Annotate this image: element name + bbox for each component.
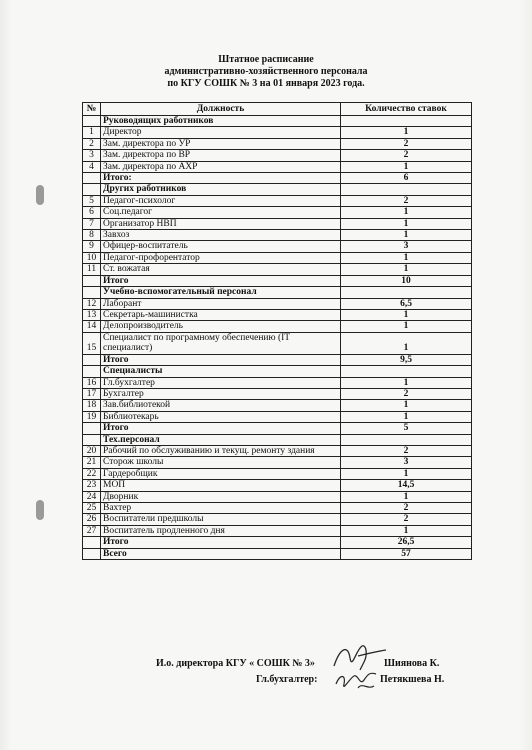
row-number: 14	[83, 321, 101, 332]
row-number: 27	[83, 525, 101, 536]
doc-title-line-1: Штатное расписание	[218, 54, 314, 65]
row-quantity: 2	[341, 514, 472, 525]
row-position: Дворник	[101, 491, 341, 502]
row-position: Зам. директора по АХР	[101, 161, 341, 172]
row-quantity: 2	[341, 150, 472, 161]
table-row	[83, 207, 472, 218]
row-quantity: 1	[341, 525, 472, 536]
director-name: Шиянова К.	[384, 658, 440, 669]
row-number: 12	[83, 298, 101, 309]
row-number	[83, 184, 101, 195]
row-number: 22	[83, 468, 101, 479]
row-number: 20	[83, 445, 101, 456]
table-row	[83, 332, 472, 354]
total-row	[83, 537, 472, 548]
table-row	[83, 218, 472, 229]
table-row	[83, 491, 472, 502]
row-position: Тех.персонал	[101, 434, 341, 445]
row-position: Рабочий по обслуживанию и текущ. ремонту здания	[101, 445, 341, 456]
row-position: Завхоз	[101, 230, 341, 241]
row-quantity: 10	[341, 275, 472, 286]
row-position: Зам. директора по ВР	[101, 150, 341, 161]
table-row	[83, 514, 472, 525]
row-position: Специалисты	[101, 366, 341, 377]
row-position: Педагог-профорентатор	[101, 252, 341, 263]
row-number: 1	[83, 127, 101, 138]
table-row	[83, 457, 472, 468]
row-number: 4	[83, 161, 101, 172]
row-position: Директор	[101, 127, 341, 138]
row-quantity: 1	[341, 252, 472, 263]
row-number: 8	[83, 230, 101, 241]
doc-title-line-2: административно-хозяйственного персонала	[164, 66, 368, 77]
row-quantity: 1	[341, 321, 472, 332]
row-number: 7	[83, 218, 101, 229]
table-row	[83, 230, 472, 241]
row-position: Вахтер	[101, 503, 341, 514]
row-quantity: 1	[341, 207, 472, 218]
row-number: 19	[83, 411, 101, 422]
table-row	[83, 400, 472, 411]
row-quantity: 5	[341, 423, 472, 434]
director-label: И.о. директора КГУ « СОШК № 3»	[156, 658, 315, 669]
table-row	[83, 298, 472, 309]
header-qty: Количество ставок	[341, 103, 472, 116]
row-number: 16	[83, 377, 101, 388]
row-quantity: 9,5	[341, 354, 472, 365]
table-header-row	[83, 103, 472, 116]
total-row	[83, 423, 472, 434]
row-position: Гардеробщик	[101, 468, 341, 479]
accountant-name: Петякшева Н.	[380, 674, 445, 685]
row-position: Итого	[101, 537, 341, 548]
table-row	[83, 241, 472, 252]
row-quantity: 2	[341, 138, 472, 149]
row-number: 15	[83, 332, 101, 354]
row-quantity: 1	[341, 309, 472, 320]
row-quantity: 6,5	[341, 298, 472, 309]
table-row	[83, 411, 472, 422]
table-row	[83, 503, 472, 514]
punch-hole-bottom	[36, 500, 44, 520]
row-number: 24	[83, 491, 101, 502]
table-row	[83, 264, 472, 275]
row-quantity: 3	[341, 241, 472, 252]
row-position: Гл.бухгалтер	[101, 377, 341, 388]
row-position: МОП	[101, 480, 341, 491]
table-row	[83, 195, 472, 206]
row-number: 6	[83, 207, 101, 218]
table-row	[83, 252, 472, 263]
group-row	[83, 184, 472, 195]
row-quantity	[341, 434, 472, 445]
table-row	[83, 321, 472, 332]
table-row	[83, 388, 472, 399]
table-row	[83, 480, 472, 491]
row-quantity: 14,5	[341, 480, 472, 491]
row-position: Руководящих работников	[101, 116, 341, 127]
row-number: 5	[83, 195, 101, 206]
row-number	[83, 354, 101, 365]
director-signature-line	[156, 658, 315, 670]
doc-title-line-3: по КГУ СОШК № 3 на 01 января 2023 года.	[167, 78, 365, 89]
row-position: Зав.библиотекой	[101, 400, 341, 411]
row-number	[83, 423, 101, 434]
group-row	[83, 287, 472, 298]
total-row	[83, 173, 472, 184]
row-number: 11	[83, 264, 101, 275]
row-number: 2	[83, 138, 101, 149]
row-quantity	[341, 287, 472, 298]
table-row	[83, 525, 472, 536]
row-position: Библиотекарь	[101, 411, 341, 422]
row-number	[83, 287, 101, 298]
table-row	[83, 468, 472, 479]
row-position: Итого	[101, 275, 341, 286]
group-row	[83, 116, 472, 127]
row-position: Бухгалтер	[101, 388, 341, 399]
row-number	[83, 548, 101, 559]
total-row	[83, 275, 472, 286]
row-position: Других работников	[101, 184, 341, 195]
row-quantity	[341, 116, 472, 127]
table-row	[83, 377, 472, 388]
row-quantity: 1	[341, 377, 472, 388]
row-number: 25	[83, 503, 101, 514]
row-quantity	[341, 184, 472, 195]
row-number: 21	[83, 457, 101, 468]
table-body	[83, 116, 472, 560]
row-quantity: 57	[341, 548, 472, 559]
table-row	[83, 161, 472, 172]
row-quantity: 3	[341, 457, 472, 468]
row-quantity: 1	[341, 400, 472, 411]
table-row	[83, 445, 472, 456]
table-row	[83, 138, 472, 149]
row-quantity: 1	[341, 264, 472, 275]
row-number: 9	[83, 241, 101, 252]
row-number: 13	[83, 309, 101, 320]
row-number: 10	[83, 252, 101, 263]
row-position: Офицер-воспитатель	[101, 241, 341, 252]
row-quantity: 1	[341, 332, 472, 354]
row-quantity: 2	[341, 195, 472, 206]
row-position: Учебно-вспомогательный персонал	[101, 287, 341, 298]
row-quantity	[341, 366, 472, 377]
row-position: Итого	[101, 423, 341, 434]
row-number	[83, 275, 101, 286]
row-number: 26	[83, 514, 101, 525]
header-num: №	[83, 103, 101, 116]
row-number	[83, 366, 101, 377]
row-number	[83, 116, 101, 127]
staff-table	[82, 102, 472, 560]
row-position: Соц.педагог	[101, 207, 341, 218]
row-quantity: 1	[341, 230, 472, 241]
row-quantity: 1	[341, 468, 472, 479]
row-number: 17	[83, 388, 101, 399]
row-position: Итого:	[101, 173, 341, 184]
row-quantity: 2	[341, 503, 472, 514]
table-row	[83, 150, 472, 161]
row-quantity: 1	[341, 411, 472, 422]
header-position: Должность	[101, 103, 341, 116]
row-quantity: 1	[341, 491, 472, 502]
row-position: Итого	[101, 354, 341, 365]
row-position: Ст. вожатая	[101, 264, 341, 275]
row-number: 3	[83, 150, 101, 161]
accountant-label: Гл.бухгалтер:	[256, 674, 318, 685]
row-quantity: 26,5	[341, 537, 472, 548]
total-row	[83, 548, 472, 559]
row-position: Организатор НВП	[101, 218, 341, 229]
row-position: Зам. директора по УР	[101, 138, 341, 149]
group-row	[83, 434, 472, 445]
table-row	[83, 309, 472, 320]
row-number: 23	[83, 480, 101, 491]
total-row	[83, 354, 472, 365]
row-number: 18	[83, 400, 101, 411]
row-quantity: 1	[341, 218, 472, 229]
row-quantity: 6	[341, 173, 472, 184]
row-number	[83, 173, 101, 184]
group-row	[83, 366, 472, 377]
row-position: Воспитатель продленного дня	[101, 525, 341, 536]
row-position: Делопроизводитель	[101, 321, 341, 332]
row-quantity: 2	[341, 388, 472, 399]
row-position: Секретарь-машинистка	[101, 309, 341, 320]
row-position: Сторож школы	[101, 457, 341, 468]
row-quantity: 1	[341, 127, 472, 138]
punch-hole-top	[36, 185, 44, 205]
row-number	[83, 434, 101, 445]
row-position: Педагог-психолог	[101, 195, 341, 206]
row-position: Всего	[101, 548, 341, 559]
row-position: Специалист по програмному обеспечению (IT специалист)	[101, 332, 341, 354]
row-quantity: 1	[341, 161, 472, 172]
row-number	[83, 537, 101, 548]
row-quantity: 2	[341, 445, 472, 456]
row-position: Лаборант	[101, 298, 341, 309]
table-row	[83, 127, 472, 138]
row-position: Воспитатели предшколы	[101, 514, 341, 525]
